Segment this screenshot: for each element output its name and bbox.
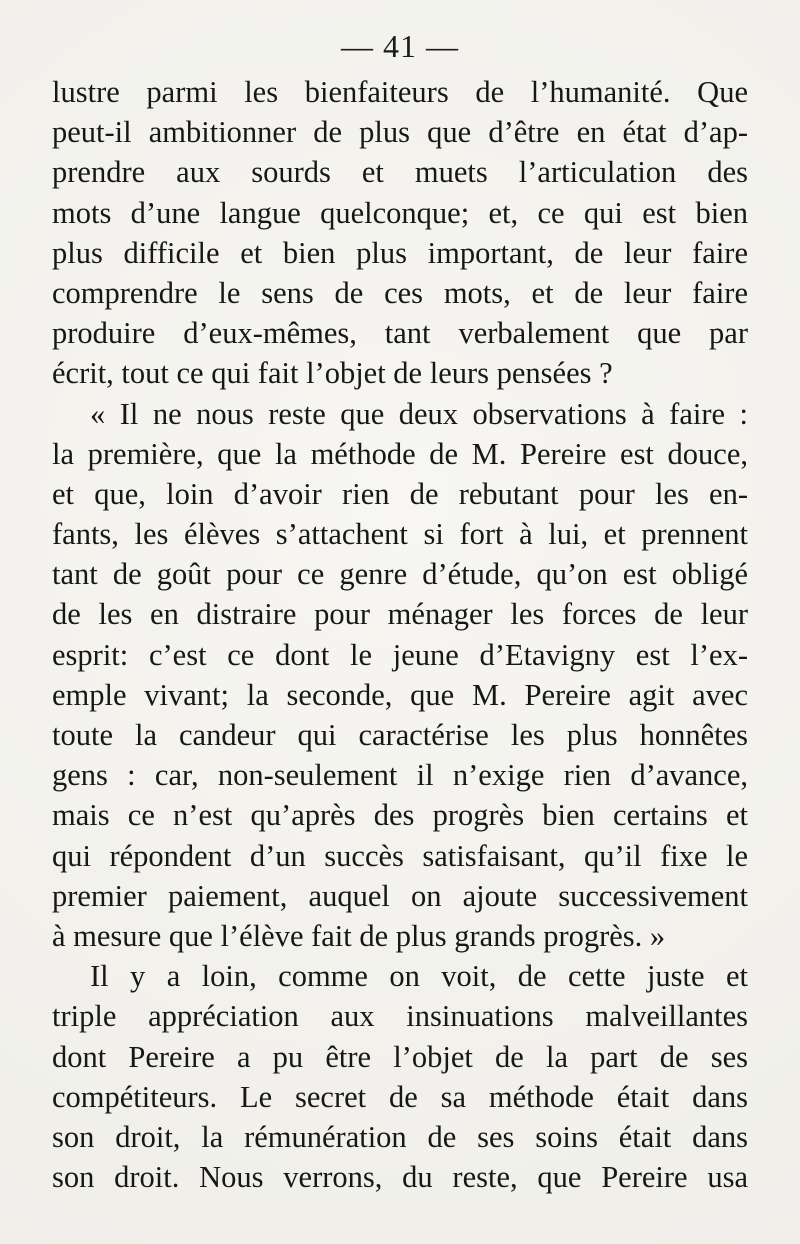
body-text bbox=[52, 72, 748, 1197]
text-line: gens : car, non-seulement il n’exige rien d’avance, bbox=[52, 758, 748, 793]
text-line: premier paiement, auquel on ajoute successivement bbox=[52, 878, 748, 913]
text-line: « Il ne nous reste que deux observations à faire : bbox=[90, 396, 748, 431]
text-line: lustre parmi les bienfaiteurs de l’humanité. Que bbox=[52, 75, 748, 109]
text-line: compétiteurs. Le secret de sa méthode était dans bbox=[52, 1079, 748, 1114]
text-line: de les en distraire pour ménager les forces de leur bbox=[52, 597, 748, 632]
text-line: écrit, tout ce qui fait l’objet de leurs pensées ? bbox=[52, 356, 613, 391]
text-line: qui répondent d’un succès satisfaisant, qu’il fixe le bbox=[52, 838, 748, 873]
text-line: emple vivant; la seconde, que M. Pereire agit avec bbox=[52, 677, 748, 712]
text-line: esprit: c’est ce dont le jeune d’Etavigny est l’ex- bbox=[52, 637, 748, 672]
text-line: à mesure que l’élève fait de plus grands progrès. » bbox=[52, 918, 666, 953]
page-number: — 41 — bbox=[341, 28, 459, 64]
text-line: fants, les élèves s’attachent si fort à lui, et prennent bbox=[52, 517, 748, 552]
text-line: peut-il ambitionner de plus que d’être en état d’ap- bbox=[52, 115, 748, 150]
text-line: son droit. Nous verrons, du reste, que Pereire usa bbox=[52, 1160, 748, 1195]
text-line: prendre aux sourds et muets l’articulation des bbox=[52, 155, 748, 190]
text-line: toute la candeur qui caractérise les plus honnêtes bbox=[52, 718, 748, 752]
text-line: son droit, la rémunération de ses soins était dans bbox=[52, 1119, 748, 1154]
text-line: triple appréciation aux insinuations malveillantes bbox=[52, 999, 748, 1034]
text-line: et que, loin d’avoir rien de rebutant pour les en- bbox=[52, 476, 748, 511]
text-line: Il y a loin, comme on voit, de cette juste et bbox=[90, 959, 748, 994]
text-line: plus difficile et bien plus important, de leur faire bbox=[52, 235, 748, 270]
text-line: comprendre le sens de ces mots, et de leur faire bbox=[52, 275, 748, 310]
text-line: produire d’eux-mêmes, tant verbalement que par bbox=[52, 316, 748, 351]
text-line: la première, que la méthode de M. Pereire est douce, bbox=[52, 436, 748, 471]
text-line: tant de goût pour ce genre d’étude, qu’on est obligé bbox=[52, 557, 748, 592]
text-line: mais ce n’est qu’après des progrès bien certains et bbox=[52, 798, 748, 833]
text-line: mots d’une langue quelconque; et, ce qui est bien bbox=[52, 195, 748, 230]
text-line: dont Pereire a pu être l’objet de la part de ses bbox=[52, 1039, 748, 1074]
